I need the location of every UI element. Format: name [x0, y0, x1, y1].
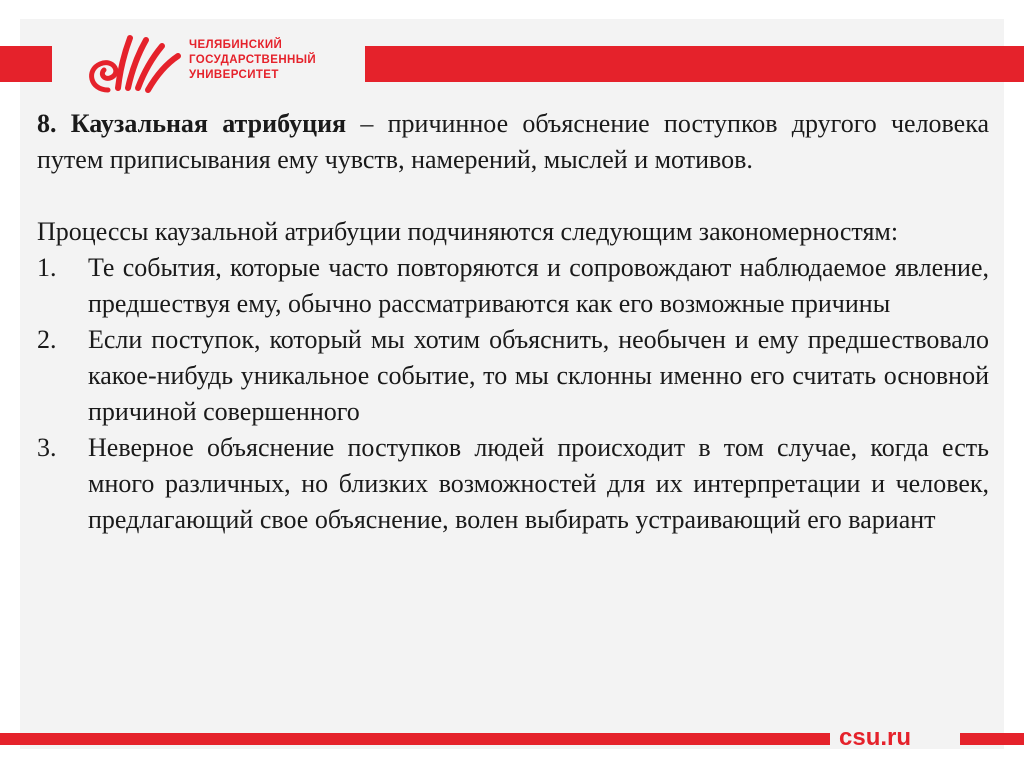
university-name-line-2: ГОСУДАРСТВЕННЫЙ — [189, 54, 317, 66]
list-item-number: 2. — [37, 325, 57, 354]
header-bar-right — [365, 46, 1024, 82]
university-logo-icon — [80, 30, 190, 100]
header-bar-left — [0, 46, 52, 82]
footer-bar-left — [0, 733, 830, 745]
list-item — [37, 322, 989, 430]
list-item — [37, 430, 989, 538]
site-url: csu.ru — [839, 724, 912, 751]
list-item-text: Неверное объяснение поступков людей происходит в том случае, когда есть много различных, но близких возможностей для их интерпретации и человек, предлагающий свое объяснение, волен выбирать устраивающий его вариант — [88, 433, 989, 534]
regularities-list — [37, 250, 989, 538]
list-item-text: Те события, которые часто повторяются и сопровождают наблюдаемое явление, предшествуя ему, обычно рассматриваются как его возможные причины — [88, 253, 989, 318]
slide-content — [37, 106, 989, 538]
list-item-text: Если поступок, который мы хотим объяснить, необычен и ему предшествовало какое-нибудь уникальное событие, то мы склонны именно его считать основной причиной совершенного — [88, 325, 989, 426]
list-item-number: 3. — [37, 433, 57, 462]
list-item-number: 1. — [37, 253, 57, 282]
footer-bar-right — [960, 733, 1024, 745]
definition-term: 8. Каузальная атрибуция — [37, 109, 347, 138]
university-name-line-1: ЧЕЛЯБИНСКИЙ — [189, 39, 283, 51]
definition-text: причинное объяснение поступков другого человека путем приписывания ему чувств, намерений, мыслей и мотивов. — [37, 109, 989, 174]
definition-paragraph — [37, 106, 989, 178]
intro-paragraph: Процессы каузальной атрибуции подчиняются следующим закономерностям: — [37, 217, 899, 246]
list-item — [37, 250, 989, 322]
university-name-line-3: УНИВЕРСИТЕТ — [189, 69, 279, 81]
definition-dash: – — [346, 109, 388, 138]
university-name — [189, 38, 316, 83]
